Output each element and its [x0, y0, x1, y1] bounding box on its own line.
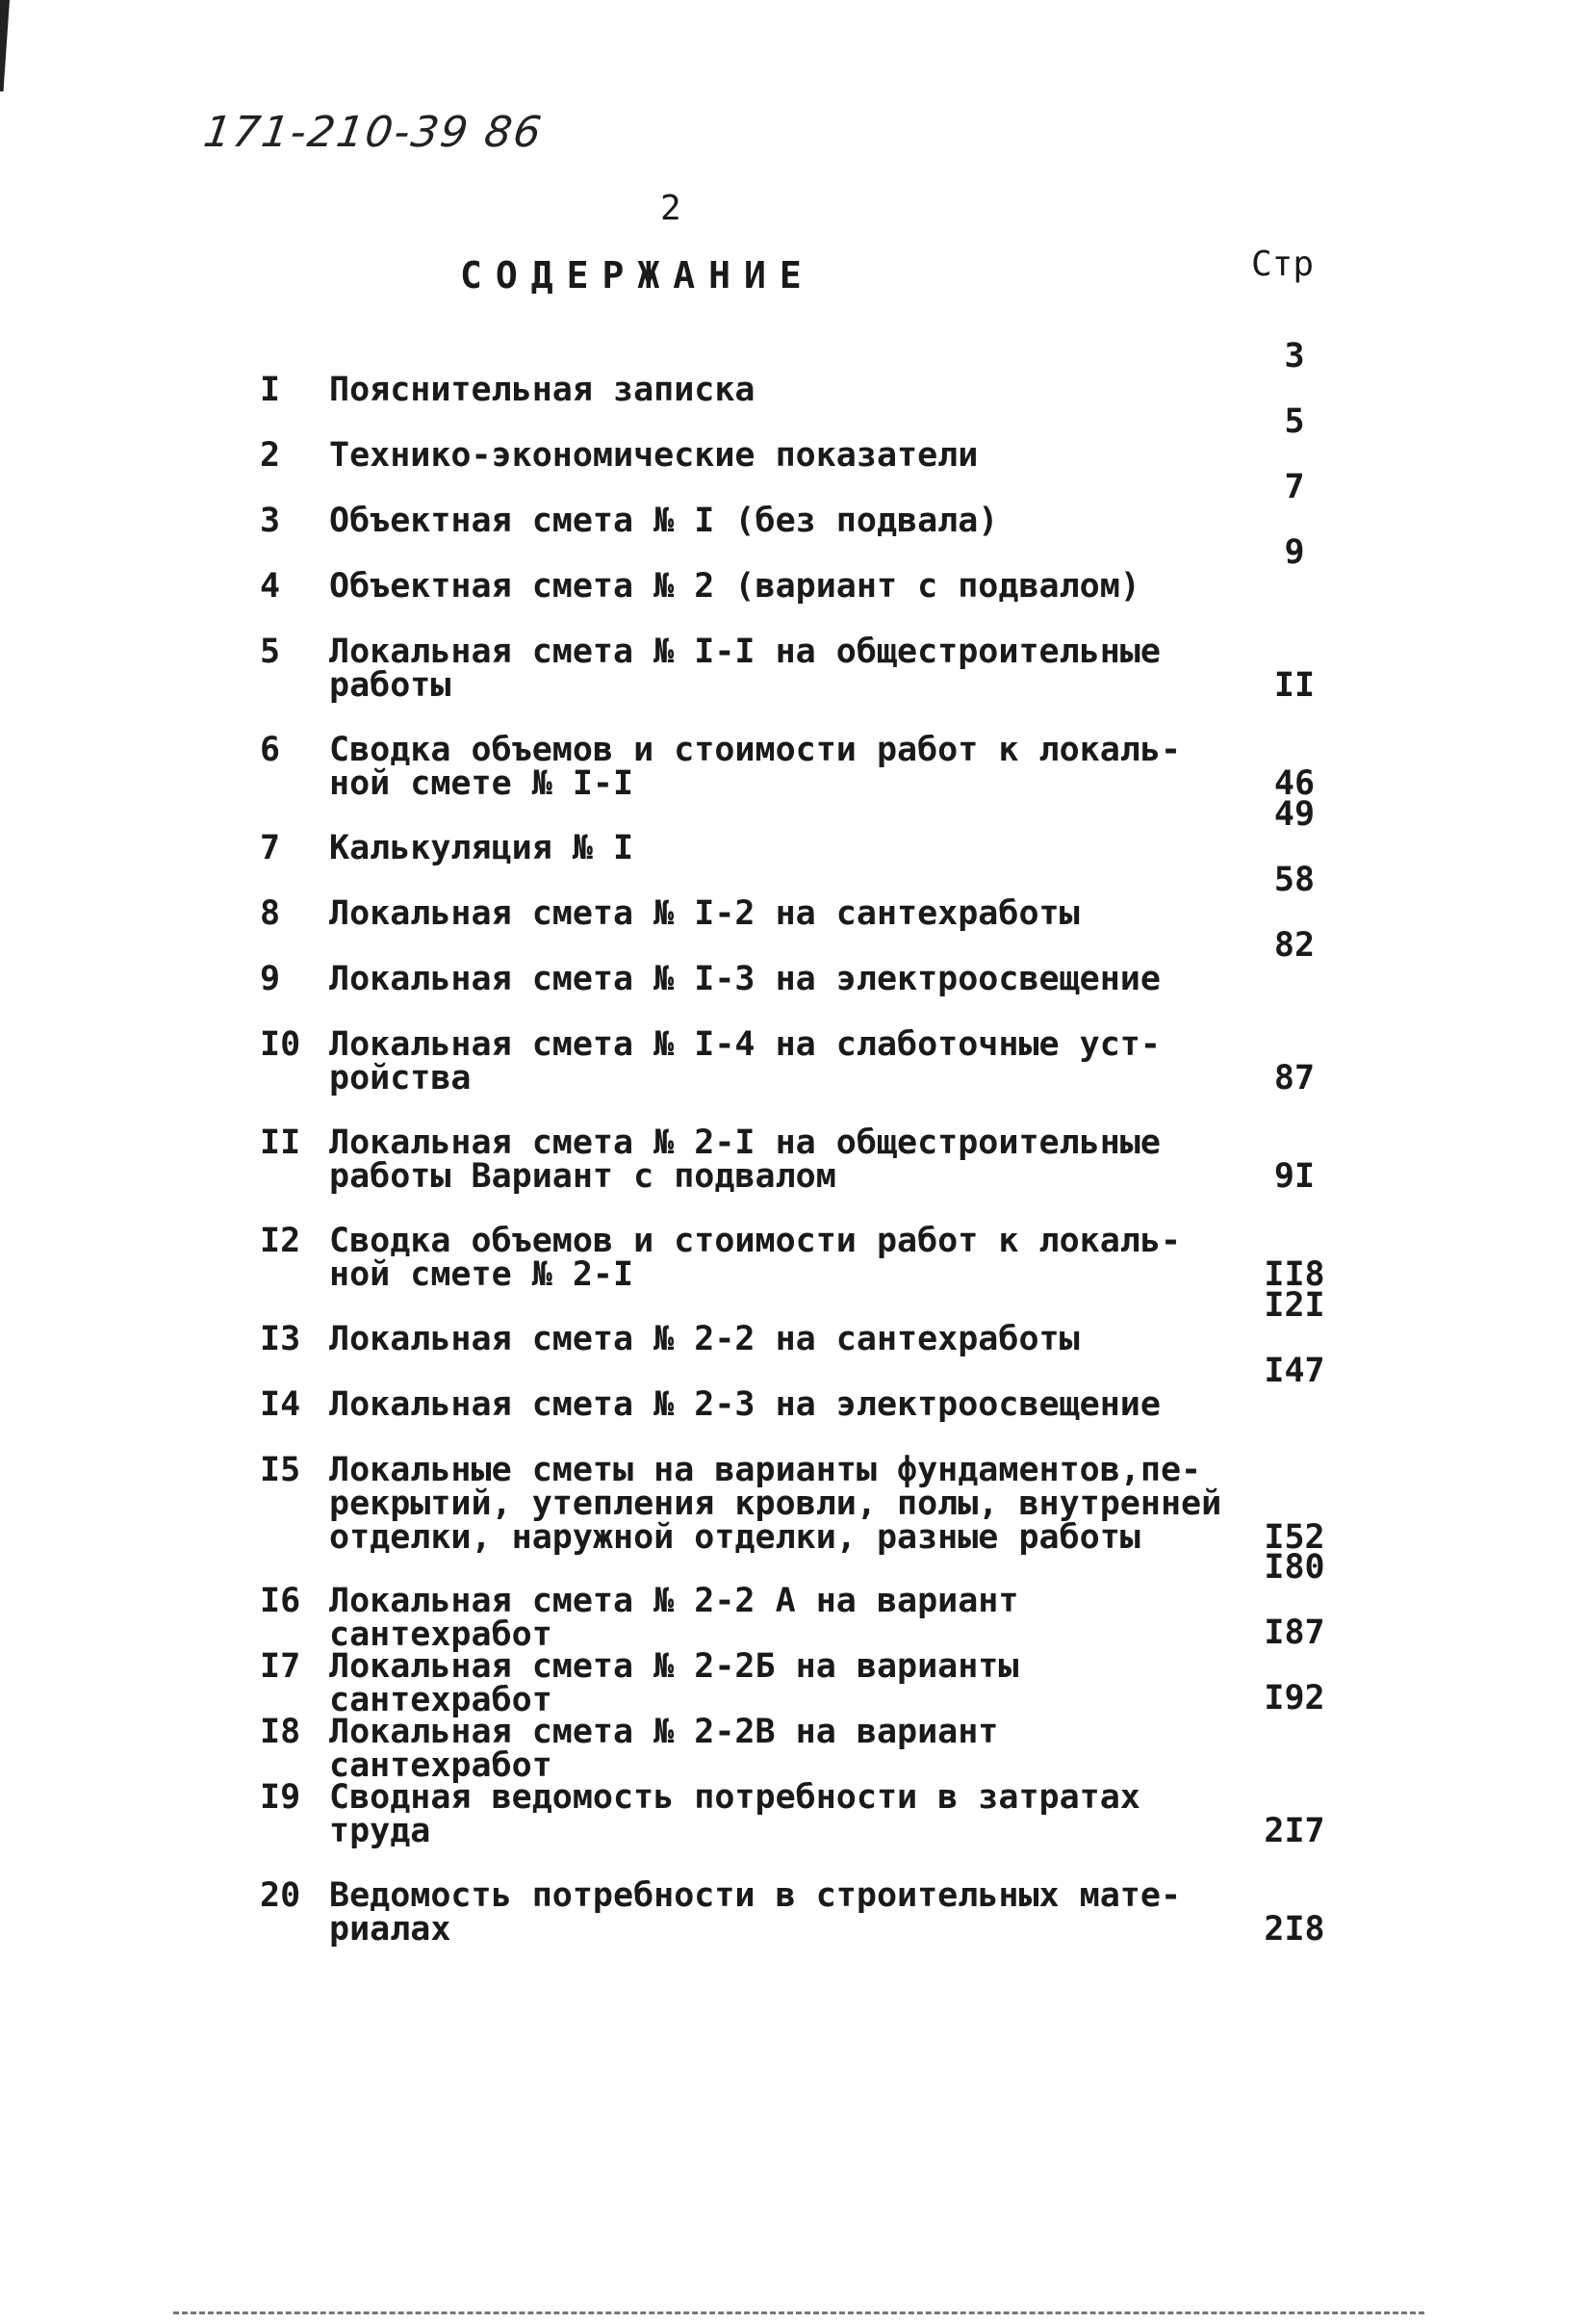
toc-entry-title: Локальная смета № I-2 на сантехработы — [329, 894, 1080, 933]
toc-entry-title: Технико-экономические показатели — [329, 436, 979, 475]
toc-entry — [260, 1222, 1347, 1294]
toc-entry-number: 8 — [260, 894, 281, 933]
toc-entry-page: I92 — [1264, 1679, 1325, 1717]
toc-entry — [260, 1876, 1347, 1949]
toc-entry-title: Объектная смета № 2 (вариант с подвалом) — [329, 567, 1140, 606]
toc-entry-page: 2I7 — [1264, 1812, 1325, 1850]
toc-entry-number: 4 — [260, 567, 281, 606]
toc-entry-title: Сводка объемов и стоимости работ к локаль- ной смете № I-I — [329, 731, 1182, 803]
toc-entry-title: Локальная смета № 2-I на общестроительные работы Вариант с подвалом — [329, 1123, 1161, 1196]
toc-entry-page: 49 — [1273, 795, 1316, 834]
toc-entry-title: Пояснительная записка — [329, 371, 756, 409]
toc-entry-page: 9I — [1273, 1157, 1316, 1196]
toc-entry-number: 7 — [260, 829, 281, 867]
toc-entry — [260, 635, 1347, 703]
toc-entry-title: Локальные сметы на варианты фундаментов,пе- рекрытий, утепления кровли, полы, внутренней отделки, наружной отделки, разные работы — [329, 1451, 1222, 1557]
scan-edge-mark — [0, 0, 10, 91]
toc-entry-title: Локальная смета № 2-2Б на варианты сантехработ — [329, 1647, 1019, 1719]
toc-entry-number: 6 — [260, 731, 281, 769]
toc-entry-number: 5 — [260, 633, 281, 671]
page-number: 2 — [660, 189, 681, 228]
toc-entry-page: I87 — [1264, 1614, 1325, 1652]
toc-entry-number: I9 — [260, 1778, 301, 1817]
toc-entry-number: 3 — [260, 502, 281, 540]
toc-entry-number: I — [260, 371, 281, 409]
toc-entry-page: 87 — [1273, 1059, 1316, 1097]
toc-entry-title: Ведомость потребности в строительных мате- риалах — [329, 1876, 1182, 1949]
toc-entry-page: 3 — [1284, 337, 1305, 375]
page-title: СОДЕРЖАНИЕ — [460, 254, 815, 297]
toc-entry — [260, 1025, 1347, 1097]
toc-entry-number: 20 — [260, 1876, 301, 1915]
page-column-header: Стр — [1251, 245, 1315, 284]
toc-entry-page: I47 — [1264, 1352, 1325, 1390]
toc-entry-page: 46 — [1273, 764, 1316, 803]
toc-entry-page: I80 — [1264, 1548, 1325, 1587]
toc-entry-page: 82 — [1273, 926, 1316, 965]
toc-entry-title: Объектная смета № I (без подвала) — [329, 502, 999, 540]
toc-entry — [260, 1451, 1347, 1557]
toc-entry-page: II — [1273, 666, 1316, 705]
toc-entry-number: I7 — [260, 1647, 301, 1686]
toc-entry-page: II8 — [1264, 1255, 1325, 1294]
toc-entry-title: Сводка объемов и стоимости работ к локаль- ной смете № 2-I — [329, 1222, 1182, 1294]
toc-entry-page: 58 — [1273, 861, 1316, 899]
toc-entry-page: I2I — [1264, 1286, 1325, 1325]
toc-entry — [260, 1123, 1347, 1196]
toc-entry-number: II — [260, 1123, 301, 1162]
toc-entry-title: Калькуляция № I — [329, 829, 634, 867]
handwritten-document-code: 171-210-39 86 — [200, 108, 547, 157]
toc-entry-title: Локальная смета № 2-2В на вариант сантехработ — [329, 1713, 999, 1785]
toc-entry-title: Локальная смета № 2-2 А на вариант сантехработ — [329, 1582, 1019, 1654]
toc-entry-number: I4 — [260, 1385, 301, 1424]
toc-entry-page: 2I8 — [1264, 1910, 1325, 1949]
toc-entry-title: Сводная ведомость потребности в затратах труда — [329, 1778, 1140, 1850]
toc-entry-number: I5 — [260, 1451, 301, 1489]
toc-entry-number: 9 — [260, 960, 281, 998]
toc-entry-title: Локальная смета № 2-2 на сантехработы — [329, 1320, 1080, 1358]
toc-entry-number: I2 — [260, 1222, 301, 1260]
toc-entry-title: Локальная смета № 2-3 на электроосвещение — [329, 1385, 1161, 1424]
toc-entry-number: 2 — [260, 436, 281, 475]
scan-bottom-edge — [173, 2311, 1424, 2318]
toc-entry-page: I52 — [1264, 1518, 1325, 1557]
toc-entry-number: I6 — [260, 1582, 301, 1620]
toc-entry-title: Локальная смета № I-4 на слаботочные уст- ройства — [329, 1025, 1161, 1097]
toc-entry-title: Локальная смета № I-3 на электроосвещение — [329, 960, 1161, 998]
toc-entry — [260, 731, 1347, 803]
toc-entry-number: I0 — [260, 1025, 301, 1064]
toc-entry-title: Локальная смета № I-I на общестроительные работы — [329, 633, 1161, 705]
toc-entry — [260, 1778, 1347, 1850]
toc-entry-number: I8 — [260, 1713, 301, 1751]
toc-entry-page: 7 — [1284, 468, 1305, 506]
toc-entry-page: 5 — [1284, 402, 1305, 441]
toc-entry-page: 9 — [1284, 533, 1305, 572]
toc-entry-number: I3 — [260, 1320, 301, 1358]
